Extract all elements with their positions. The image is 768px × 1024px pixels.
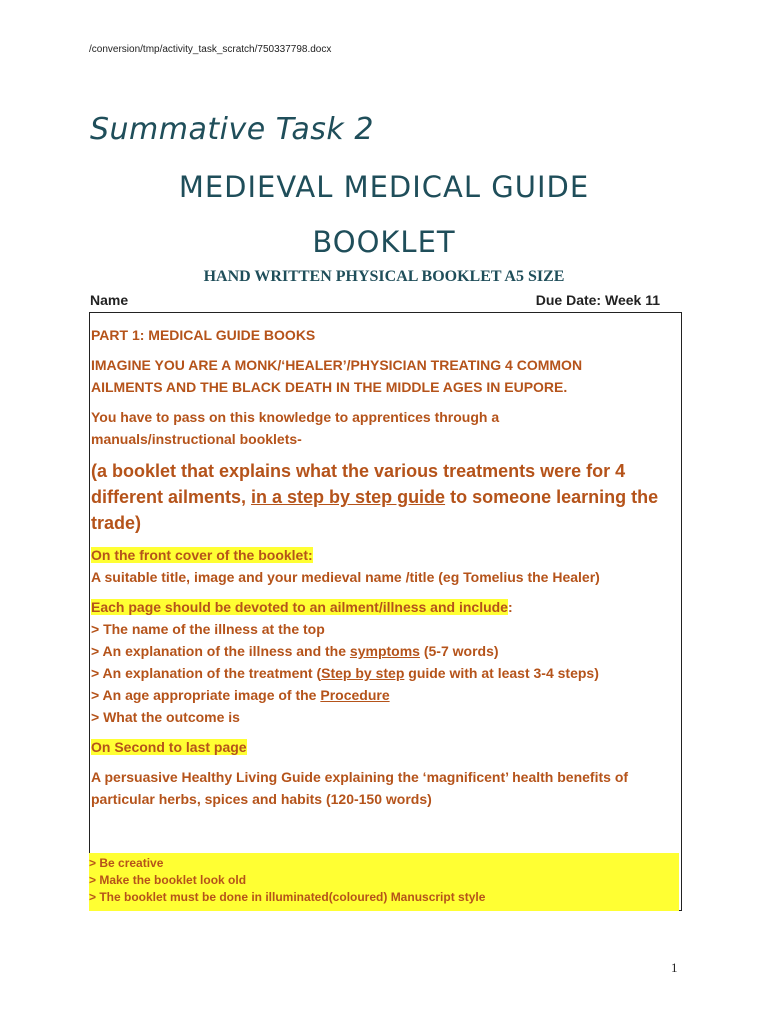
booklet-description: (a booklet that explains what the various treatments were for 4 different ailments, in a step by step guide to someone learning the trade) — [91, 461, 659, 533]
front-cover-heading: On the front cover of the booklet: — [91, 547, 313, 563]
list-item: > The booklet must be done in illuminated(coloured) Manuscript style — [89, 890, 486, 904]
list-item: > An explanation of the illness and the symptoms (5-7 words) — [91, 643, 499, 659]
task-content — [91, 324, 679, 818]
list-item: > What the outcome is — [91, 709, 240, 725]
second-last-heading: On Second to last page — [91, 739, 247, 755]
front-cover-section — [91, 544, 679, 588]
pass-paragraph: You have to pass on this knowledge to apprentices through a manuals/instructional booklets- — [91, 409, 500, 447]
list-item: > The name of the illness at the top — [91, 621, 325, 637]
subtitle: HAND WRITTEN PHYSICAL BOOKLET A5 SIZE — [203, 268, 565, 285]
part1-heading: PART 1: MEDICAL GUIDE BOOKS — [91, 327, 316, 343]
each-page-heading: Each page should be devoted to an ailment/illness and include — [91, 599, 508, 615]
task-title: Summative Task 2 — [90, 112, 374, 147]
file-path: /conversion/tmp/activity_task_scratch/750337798.docx — [89, 44, 332, 55]
creative-requirements — [89, 853, 679, 911]
list-item: > An explanation of the treatment (Step by step guide with at least 3-4 steps) — [91, 665, 599, 681]
page-number: 1 — [671, 960, 678, 975]
list-item: > Make the booklet look old — [89, 873, 247, 887]
main-title-line1: MEDIEVAL MEDICAL GUIDE — [178, 170, 590, 204]
second-last-section — [91, 736, 679, 758]
due-date: Due Date: Week 11 — [535, 292, 660, 308]
list-item: > Be creative — [89, 856, 164, 870]
step-by-step-underline: in a step by step guide — [251, 487, 446, 507]
front-cover-text: A suitable title, image and your medieval name /title (eg Tomelius the Healer) — [91, 569, 600, 585]
each-page-section: Each page should be devoted to an ailment/illness and include: > The name of the illness at the top > An explanation of the illness and the symptoms (5-7 words) > An explanation of the treatment (Step by step guide with at least 3-4 steps) > An age appropriate image of the Procedure > What the outcome is — [91, 599, 599, 725]
imagine-paragraph: IMAGINE YOU ARE A MONK/‘HEALER’/PHYSICIAN TREATING 4 COMMON AILMENTS AND THE BLACK DEATH IN THE MIDDLE AGES IN EUPORE. — [91, 357, 583, 395]
persuasive-paragraph: A persuasive Healthy Living Guide explaining the ‘magnificent’ health benefits of particular herbs, spices and habits (120-150 words) — [91, 769, 629, 807]
main-title-line2: BOOKLET — [312, 225, 456, 259]
list-item: > An age appropriate image of the Procedure — [91, 687, 390, 703]
name-row — [90, 292, 660, 308]
name-label: Name — [90, 292, 129, 308]
